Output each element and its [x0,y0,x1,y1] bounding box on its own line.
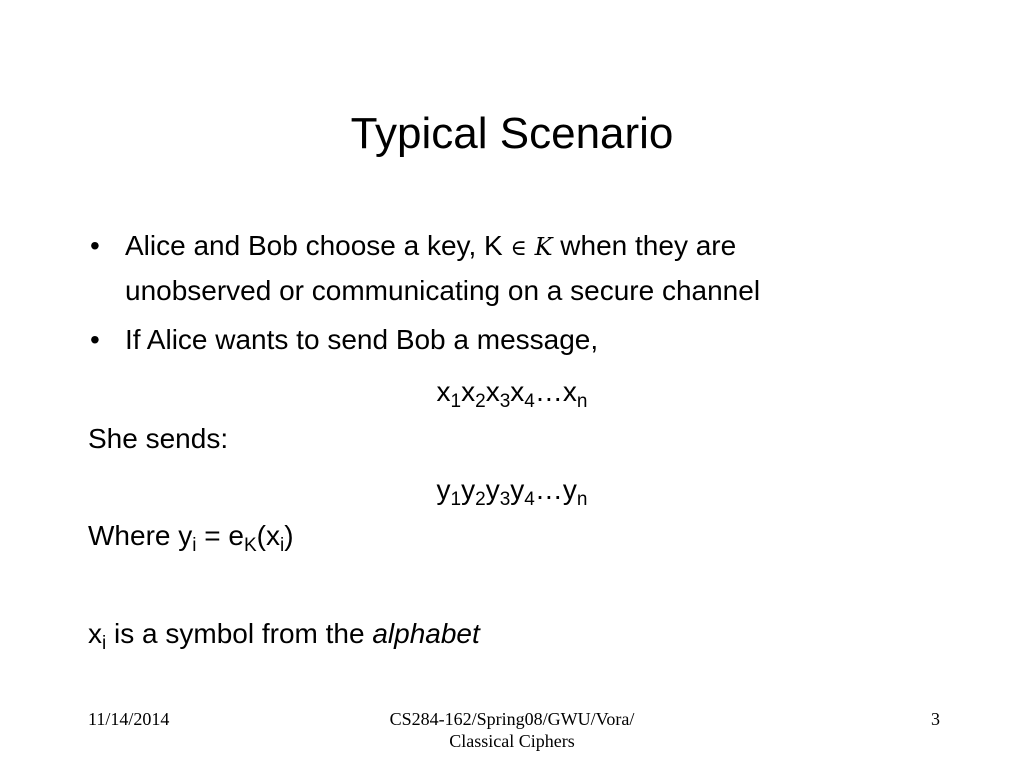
bullet-1-dot: • [90,230,100,261]
bullet-2-dot: • [90,324,100,355]
bullet-2-text: If Alice wants to send Bob a message, [125,324,599,355]
footer-course-line-1: CS284-162/Spring08/GWU/Vora/ [389,709,635,729]
footer-page-number: 3 [931,709,940,729]
message-y-sequence: $y_1y_2y_3y_4\dots y_n$ [436,474,588,510]
alphabet-term: alphabet [372,618,480,649]
bullet-1-text-b: when they are [560,230,737,261]
she-sends-label: She sends: [88,423,229,454]
element-of-symbol: ∈ [510,236,527,261]
footer-course-line-2: Classical Ciphers [449,731,575,751]
slide-title: Typical Scenario [350,109,674,158]
script-k-symbol: K [534,233,553,261]
bullet-1-line-1 [125,230,736,265]
where-formula: Where $y_i = e_K(x_i)$ [88,520,294,556]
alphabet-definition: $x_i$ is a symbol from the alphabet [88,618,480,654]
footer-date: 11/14/2014 [88,709,170,729]
bullet-1-line-2: unobserved or communicating on a secure channel [125,275,761,306]
bullet-1-text-a: Alice and Bob choose a key, K [125,230,503,261]
footer-course-info [312,708,712,752]
message-x-sequence: $x_1x_2x_3x_4\dots x_n$ [436,376,588,412]
